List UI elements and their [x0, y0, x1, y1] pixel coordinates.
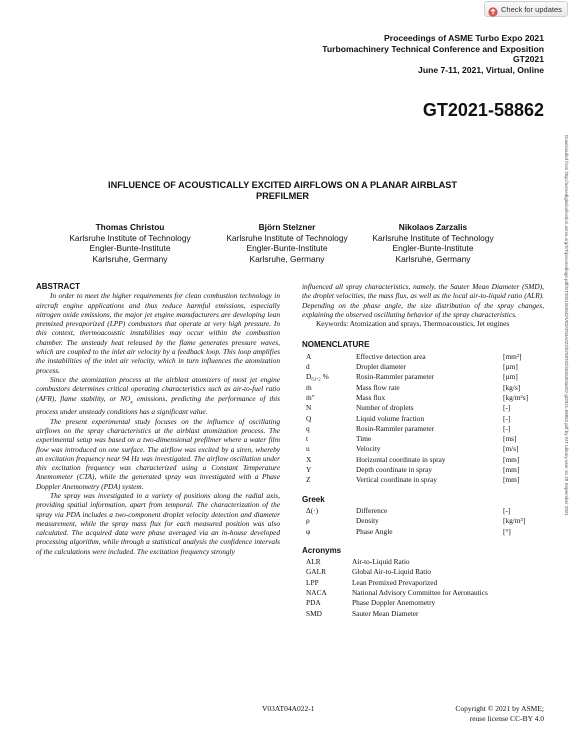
- acronyms-heading: Acronyms: [302, 545, 342, 555]
- title-line-2: PREFILMER: [255, 191, 310, 201]
- symbol: t: [306, 434, 309, 444]
- paper-title: [60, 180, 505, 202]
- symbol: ṁ: [306, 382, 312, 392]
- copyright-notice: [455, 704, 544, 724]
- definition: Effective detection area: [356, 351, 426, 361]
- unit: [kg/m²s]: [503, 392, 529, 402]
- unit: [-]: [503, 413, 511, 423]
- author-name: Björn Stelzner: [258, 222, 316, 232]
- definition: Liquid volume fraction: [356, 413, 425, 423]
- unit: [kg/m³]: [503, 516, 526, 526]
- definition: Rosin-Rammler parameter: [356, 372, 435, 382]
- nomenclature-row: [302, 455, 543, 465]
- greek-table: [302, 506, 543, 537]
- symbol: D₆₃.₂ %: [306, 372, 329, 382]
- author-location: Karlsruhe, Germany: [92, 253, 168, 264]
- abstract-paragraph: The present experimental study focuses on the influence of oscillating airflows on the spray characteristics at the airblast atomization process. The experimental setup was based on a two-dimensional prefilmer where a water film flow was introduced on one surface. The airflow was excited by a siren, whereby an excitation frequency near 94 Hz was investigated. The airflow oscillation under this excitation frequency was characterized using a Constant Temperature Anemometer (CTA), while the generated spray was investigated with a Phase Doppler Anemometry (PDA) system.: [36, 416, 280, 491]
- symbol: N: [306, 403, 312, 413]
- nomenclature-row: [302, 557, 488, 567]
- keywords-label: Keywords:: [316, 319, 349, 329]
- nomenclature-row: [302, 434, 543, 444]
- symbol: ρ: [306, 516, 310, 526]
- author-block: [359, 222, 507, 264]
- author-affiliation: Karlsruhe Institute of Technology: [69, 232, 191, 243]
- definition: Mass flow rate: [356, 382, 400, 392]
- conference-dates: June 7-11, 2021, Virtual, Online: [418, 64, 544, 75]
- symbol: GALR: [306, 567, 326, 577]
- nomenclature-row: [302, 527, 543, 537]
- nomenclature-row: [302, 578, 488, 588]
- nomenclature-row: [302, 598, 488, 608]
- symbol: φ: [306, 526, 311, 536]
- definition: Rosin-Rammler parameter: [356, 423, 435, 433]
- symbol: NACA: [306, 588, 327, 598]
- nomenclature-row: [302, 372, 543, 382]
- copyright-text: Copyright © 2021 by ASME;: [455, 704, 544, 713]
- symbol: u: [306, 444, 310, 454]
- unit: [-]: [503, 403, 511, 413]
- symbol: d: [306, 362, 310, 372]
- unit: [ms]: [503, 434, 517, 444]
- definition: Phase Angle: [356, 526, 393, 536]
- nomenclature-row: [302, 362, 543, 372]
- keywords-text: Atomization and sprays, Thermoacoustics, Jet engines: [348, 319, 510, 329]
- conference-subtitle: Turbomachinery Technical Conference and Exposition: [322, 43, 544, 54]
- symbol: A: [306, 351, 312, 361]
- definition: Difference: [356, 505, 388, 515]
- nomenclature-row: [302, 516, 543, 526]
- unit: [-]: [503, 505, 511, 515]
- author-block: [56, 222, 204, 264]
- definition: Droplet diameter: [356, 362, 406, 372]
- right-column: [302, 282, 544, 619]
- unit: [m/s]: [503, 444, 519, 454]
- nomenclature-row: [302, 393, 543, 403]
- license-text: reuse license CC-BY 4.0: [469, 714, 544, 723]
- symbol: X: [306, 454, 312, 464]
- definition: Horizontal coordinate in spray: [356, 454, 446, 464]
- download-note: [560, 135, 572, 605]
- greek-heading: Greek: [302, 494, 325, 504]
- nomenclature-row: [302, 414, 543, 424]
- symbol: LPP: [306, 577, 319, 587]
- abstract-heading: ABSTRACT: [36, 282, 80, 291]
- nomenclature-table: [302, 352, 543, 486]
- nomenclature-row: [302, 352, 543, 362]
- definition: Depth coordinate in spray: [356, 465, 433, 475]
- symbol: Δ(·): [306, 505, 319, 515]
- author-name: Thomas Christou: [95, 222, 165, 232]
- abstract-paragraph: In order to meet the higher requirements for clean combustion technology in aircraft engine applications and thus reduce harmful emissions, especially nitrogen oxide emissions, the major jet engine manufacturers are developing lean premixed prevaporized (LPP) combustors that operate at very high pressure. In this context, thermoacoustic instabilities may occur within the combustion chamber. The unsteady heat released by the flame generates pressure waves, which are coupled to the inlet air velocity by a feedback loop. This loop amplifies the instabilities of the inlet air velocity, which in turn influences the atomization process.: [36, 291, 280, 375]
- nomenclature-row: [302, 506, 543, 516]
- abstract-paragraph: influenced all spray characteristics, namely, the Sauter Mean Diameter (SMD), the droplet velocities, the mass flux, as well as the local air-to-liquid ratio (ALR). Depending on the phase angle, the size distribution of the spray changes, explaining the observed oscillating behavior of the spray characteristics.: [302, 282, 544, 319]
- definition: Vertical coordinate in spray: [356, 475, 437, 485]
- acronyms-table: [302, 557, 488, 619]
- conference-header: [322, 33, 544, 75]
- author-location: Karlsruhe, Germany: [249, 253, 325, 264]
- unit: [mm]: [503, 475, 520, 485]
- abstract-paragraph: The spray was investigated in a variety of positions along the radial axis, providing spatial information, apart from temporal. The characterization of the spray via PDA includes a two-component droplet velocity detection and diameter measurement, while the spray mass flux for each measured position was also calculated. The acquired data were phase averaged via an in-house developed processing algorithm, while through a statistical analysis the confidence intervals of the calculations were included. The excitation frequency strongly: [36, 491, 280, 556]
- paper-id: GT2021-58862: [422, 100, 544, 120]
- unit: [mm]: [503, 454, 520, 464]
- nomenclature-row: [302, 588, 488, 598]
- left-column: [36, 282, 280, 556]
- definition: Mass flux: [356, 392, 386, 402]
- check-for-updates-button[interactable]: [484, 1, 568, 17]
- author-location: Karlsruhe, Germany: [395, 253, 471, 264]
- symbol: Y: [306, 465, 312, 475]
- title-line-1: INFLUENCE OF ACOUSTICALLY EXCITED AIRFLOWS ON A PLANAR AIRBLAST: [108, 180, 457, 190]
- unit: [mm²]: [503, 351, 522, 361]
- nomenclature-row: [302, 444, 543, 454]
- author-institute: Engler-Bunte-Institute: [246, 243, 328, 254]
- author-institute: Engler-Bunte-Institute: [89, 243, 171, 254]
- nomenclature-row: [302, 475, 543, 485]
- nomenclature-heading: NOMENCLATURE: [302, 340, 370, 350]
- author-institute: Engler-Bunte-Institute: [392, 243, 474, 254]
- definition: Velocity: [356, 444, 381, 454]
- symbol: Z: [306, 475, 311, 485]
- symbol: q: [306, 423, 310, 433]
- unit: [µm]: [503, 362, 518, 372]
- symbol: ṁ″: [306, 392, 315, 402]
- definition: Density: [356, 516, 379, 526]
- update-badge-icon: [488, 4, 498, 14]
- nomenclature-row: [302, 403, 543, 413]
- download-note-text: Downloaded from http://asmedigitalcollection.asme.org/GT/proceedings-pdf/GT2021/84942/V03AT04A022/6768702/v03at04a022-gt2021-58862.pdf by KIT Library user on 28 September 2021: [564, 135, 569, 516]
- definition: Phase Doppler Anemometry: [352, 598, 436, 608]
- author-affiliation: Karlsruhe Institute of Technology: [226, 232, 348, 243]
- keywords: [302, 319, 544, 328]
- symbol: Q: [306, 413, 312, 423]
- definition: Sauter Mean Diameter: [352, 608, 419, 618]
- definition: National Advisory Committee for Aeronautics: [352, 588, 488, 598]
- unit: [µm]: [503, 372, 518, 382]
- definition: Time: [356, 434, 372, 444]
- nomenclature-row: [302, 424, 543, 434]
- conference-name: Proceedings of ASME Turbo Expo 2021: [384, 33, 544, 43]
- page-code: V03AT04A022-1: [262, 704, 315, 713]
- unit: [-]: [503, 423, 511, 433]
- symbol: SMD: [306, 608, 322, 618]
- definition: Lean Premixed Prevaporized: [352, 577, 438, 587]
- author-name: Nikolaos Zarzalis: [398, 222, 468, 232]
- nomenclature-row: [302, 383, 543, 393]
- conference-code: GT2021: [512, 54, 544, 65]
- author-block: [213, 222, 361, 264]
- symbol: ALR: [306, 557, 321, 567]
- author-affiliation: Karlsruhe Institute of Technology: [372, 232, 494, 243]
- symbol: PDA: [306, 598, 321, 608]
- unit: [mm]: [503, 465, 520, 475]
- check-for-updates-label: Check for updates: [501, 4, 562, 14]
- definition: Number of droplets: [356, 403, 414, 413]
- unit: [°]: [503, 526, 511, 536]
- definition: Global Air-to-Liquid Ratio: [352, 567, 431, 577]
- nomenclature-row: [302, 465, 543, 475]
- unit: [kg/s]: [503, 382, 521, 392]
- abstract-paragraph: Since the atomization process at the airblast atomizers of most jet engine combustors determines critical operating characteristics such as air-to-fuel ratio (AFR), flame stability, or $NO_x$ emissions, predicting the performance of this process under unsteady conditions has a significant value.: [36, 374, 280, 417]
- nomenclature-row: [302, 567, 488, 577]
- definition: Air-to-Liquid Ratio: [352, 557, 410, 567]
- nomenclature-row: [302, 609, 488, 619]
